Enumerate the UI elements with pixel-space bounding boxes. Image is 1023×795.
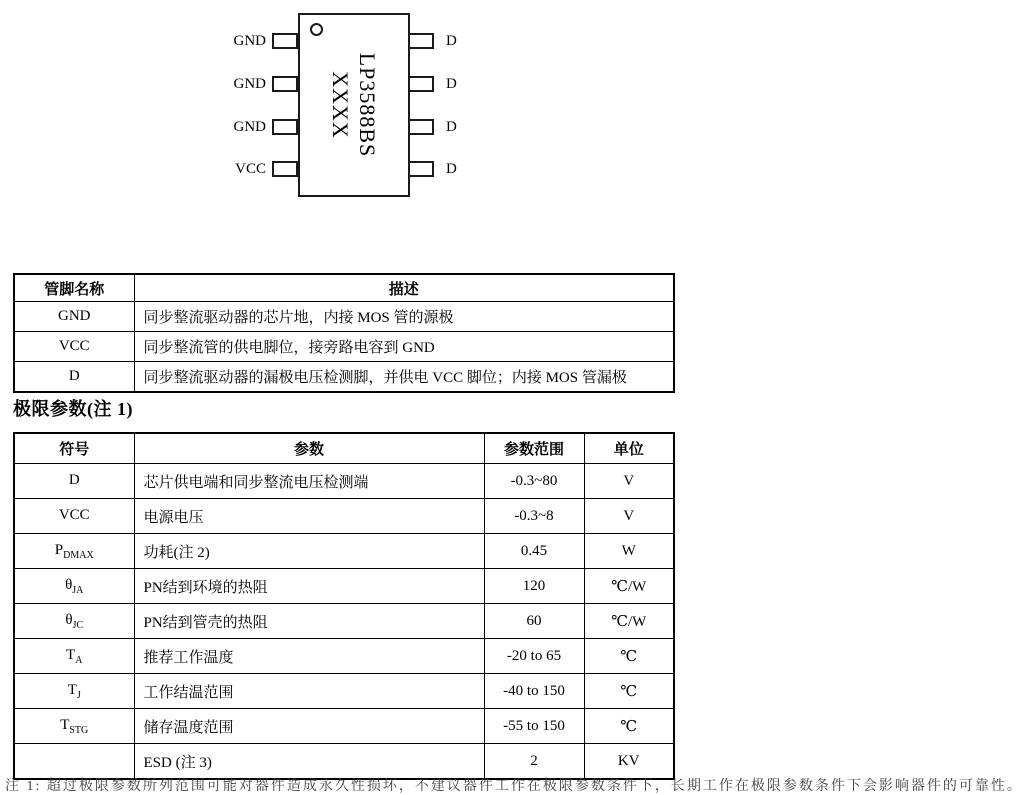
table-row xyxy=(14,604,674,639)
pin-name-cell: D xyxy=(14,362,134,393)
parameter-cell: ESD (注 3) xyxy=(134,744,484,780)
chip-marking xyxy=(327,53,381,158)
table-row xyxy=(14,709,674,744)
unit-cell: ℃ xyxy=(584,639,674,674)
pin-label: D xyxy=(446,161,457,177)
symbol-cell: VCC xyxy=(14,499,134,534)
table-row xyxy=(14,464,674,499)
table-row xyxy=(14,332,674,362)
pin-pad xyxy=(272,76,298,92)
pin-label: D xyxy=(446,33,457,49)
parameter-cell: 推荐工作温度 xyxy=(134,639,484,674)
parameter-cell: 芯片供电端和同步整流电压检测端 xyxy=(134,464,484,499)
unit-header: 单位 xyxy=(584,433,674,464)
symbol-cell xyxy=(14,744,134,780)
parameter-cell: 工作结温范围 xyxy=(134,674,484,709)
unit-cell: KV xyxy=(584,744,674,780)
symbol-cell: $T_A$ xyxy=(14,639,134,674)
pin-label: GND xyxy=(233,33,266,49)
chip-marking-part-number: LP3588BS xyxy=(355,52,380,158)
range-cell: -0.3~80 xyxy=(484,464,584,499)
package-outline xyxy=(298,13,410,197)
table-row xyxy=(14,302,674,332)
table-row xyxy=(14,674,674,709)
range-cell: -0.3~8 xyxy=(484,499,584,534)
parameter-header: 参数 xyxy=(134,433,484,464)
pin-pad xyxy=(408,119,434,135)
pin-label: GND xyxy=(233,76,266,92)
parameter-cell: 功耗(注 2) xyxy=(134,534,484,569)
pin-name-header: 管脚名称 xyxy=(14,274,134,302)
absolute-maximum-ratings-table xyxy=(13,432,675,780)
pin-desc-cell: 同步整流驱动器的漏极电压检测脚，并供电 VCC 脚位；内接 MOS 管漏极 xyxy=(134,362,674,393)
parameter-cell: 电源电压 xyxy=(134,499,484,534)
symbol-cell: $\theta_{JC}$ xyxy=(14,604,134,639)
pin-label: D xyxy=(446,76,457,92)
pin1-indicator-dot xyxy=(310,23,323,36)
table-row xyxy=(14,362,674,393)
parameter-cell: PN结到管壳的热阻 xyxy=(134,604,484,639)
unit-cell: ℃ xyxy=(584,674,674,709)
range-cell: 2 xyxy=(484,744,584,780)
symbol-cell: $P_{DMAX}$ xyxy=(14,534,134,569)
range-cell: -20 to 65 xyxy=(484,639,584,674)
table-row xyxy=(14,499,674,534)
pin-pad xyxy=(408,76,434,92)
unit-cell: V xyxy=(584,464,674,499)
unit-cell: ℃/W xyxy=(584,604,674,639)
table-row xyxy=(14,744,674,780)
pin-pad xyxy=(408,161,434,177)
pin-pad xyxy=(272,33,298,49)
table-row xyxy=(14,639,674,674)
parameter-cell: 储存温度范围 xyxy=(134,709,484,744)
symbol-cell: $T_J$ xyxy=(14,674,134,709)
symbol-cell: $\theta_{JA}$ xyxy=(14,569,134,604)
pin-label: VCC xyxy=(235,161,266,177)
section-heading-absolute-maximum-ratings: 极限参数(注 1) xyxy=(13,399,133,419)
pin-description-table xyxy=(13,273,675,393)
chip-marking-lot-code: XXXX xyxy=(328,71,353,139)
clipped-footnote-line xyxy=(5,777,1023,794)
clipped-footnote-text: 注 1: 超过极限参数所列范围可能对器件造成永久性损坏，不建议器件工作在极限参数条件下，长期工作在极限参数条件下会影响器件的可靠性。 xyxy=(5,779,1023,794)
unit-cell: ℃/W xyxy=(584,569,674,604)
range-header: 参数范围 xyxy=(484,433,584,464)
pin-desc-cell: 同步整流驱动器的芯片地，内接 MOS 管的源极 xyxy=(134,302,674,332)
range-cell: 60 xyxy=(484,604,584,639)
unit-cell: ℃ xyxy=(584,709,674,744)
range-cell: 120 xyxy=(484,569,584,604)
symbol-header: 符号 xyxy=(14,433,134,464)
table-header-row xyxy=(14,274,674,302)
range-cell: -55 to 150 xyxy=(484,709,584,744)
table-row xyxy=(14,569,674,604)
range-cell: -40 to 150 xyxy=(484,674,584,709)
table-row xyxy=(14,534,674,569)
range-cell: 0.45 xyxy=(484,534,584,569)
pin-label: D xyxy=(446,119,457,135)
parameter-cell: PN结到环境的热阻 xyxy=(134,569,484,604)
pin-pad xyxy=(272,161,298,177)
unit-cell: W xyxy=(584,534,674,569)
pin-label: GND xyxy=(233,119,266,135)
pin-pad xyxy=(408,33,434,49)
pin-name-cell: VCC xyxy=(14,332,134,362)
pin-desc-cell: 同步整流管的供电脚位，接旁路电容到 GND xyxy=(134,332,674,362)
pin-name-cell: GND xyxy=(14,302,134,332)
unit-cell: V xyxy=(584,499,674,534)
table-header-row xyxy=(14,433,674,464)
symbol-cell: D xyxy=(14,464,134,499)
symbol-cell: $T_{STG}$ xyxy=(14,709,134,744)
pin-desc-header: 描述 xyxy=(134,274,674,302)
pin-pad xyxy=(272,119,298,135)
